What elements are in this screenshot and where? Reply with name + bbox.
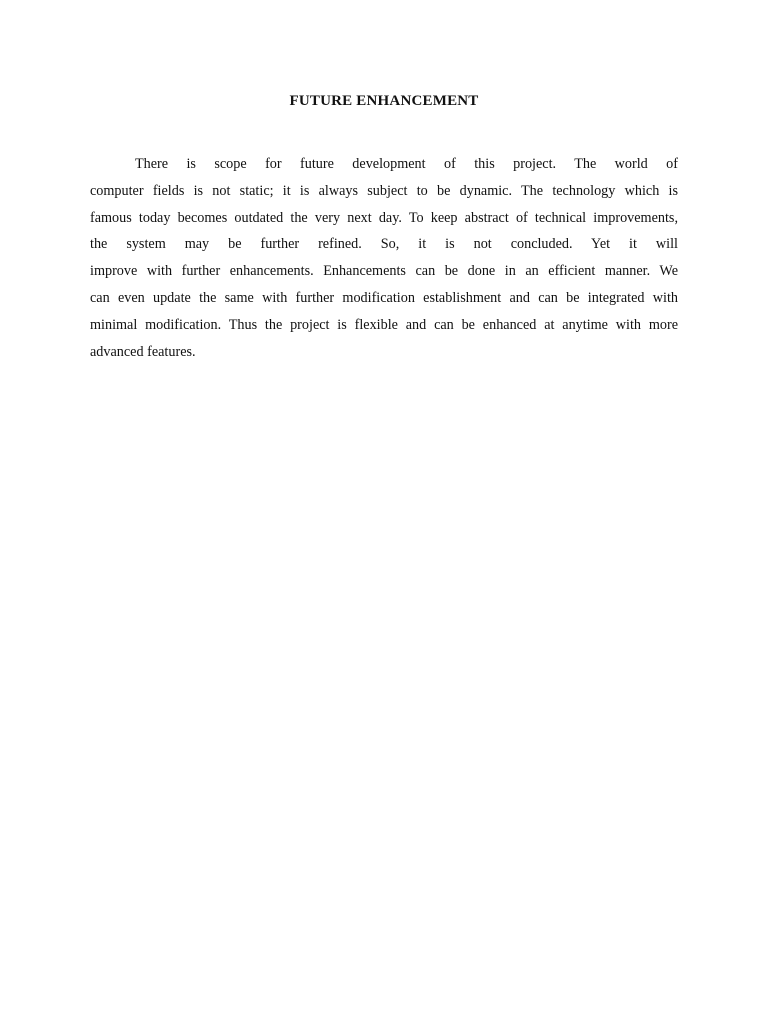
paragraph-line: There is scope for future development of this project. The world of (135, 156, 678, 172)
paragraph-line: computer fields is not static; it is always subject to be dynamic. The technology which is (90, 182, 678, 199)
body-paragraph (90, 151, 678, 365)
paragraph-line: advanced features. (90, 343, 196, 360)
paragraph-line: famous today becomes outdated the very next day. To keep abstract of technical improvements, (90, 209, 678, 226)
paragraph-line: the system may be further refined. So, it is not concluded. Yet it will (90, 236, 678, 253)
paragraph-line: improve with further enhancements. Enhancements can be done in an efficient manner. We (90, 263, 678, 280)
paragraph-line: can even update the same with further modification establishment and can be integrated with (90, 289, 678, 306)
page-title: FUTURE ENHANCEMENT (289, 93, 479, 109)
paragraph-line: minimal modification. Thus the project is flexible and can be enhanced at anytime with more (90, 316, 678, 333)
